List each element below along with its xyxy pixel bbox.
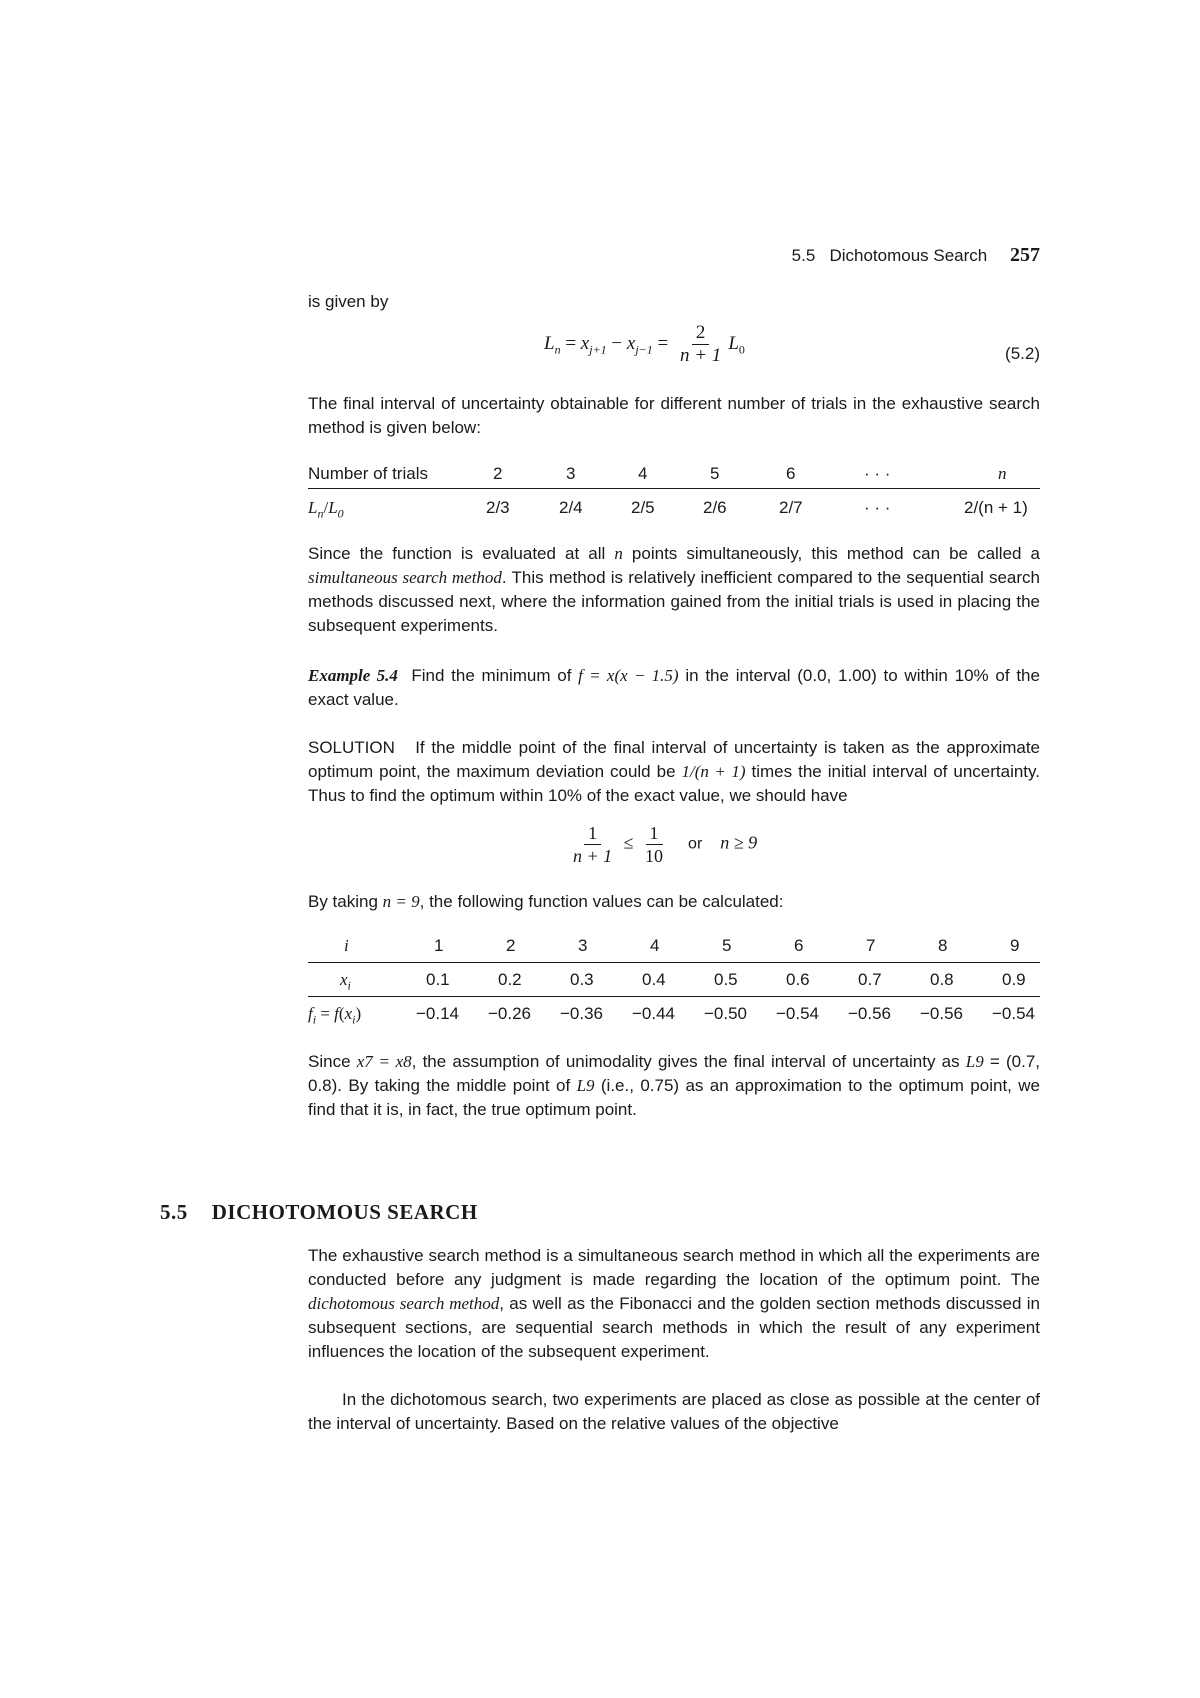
table-trials-header: Number of trials 2 3 4 5 6 · · · n	[308, 464, 1007, 483]
equation-fraction: $\frac{2}{n + 1}$	[679, 322, 722, 366]
section-heading	[160, 1200, 478, 1225]
example-5-4: Example 5.4 Find the minimum of f = x(x − 1.5) in the interval (0.0, 1.00) to within 10% of the exact value.	[308, 666, 1040, 709]
table-values-f-row: $f_i = f(x_i)$ −0.14 −0.26 −0.36 −0.44 −0.50 −0.54 −0.56 −0.56 −0.54	[308, 1004, 1036, 1027]
intro-text: is given by	[308, 292, 389, 311]
equation-number: (5.2)	[1005, 344, 1040, 363]
table-trials-row: $L_n/L_0$ 2/3 2/4 2/5 2/6 2/7 · · · 2/(n + 1)	[308, 498, 1028, 521]
paragraph-dichotomous-intro: The exhaustive search method is a simultaneous search method in which all the experiments are conducted before any judgment is made regarding the location of the optimum point. The dichotomous search method, as well as the Fibonacci and the golden section methods discussed in subsequent sections, are sequential search methods in which the result of any experiment influences the location of the subsequent experiment.	[308, 1246, 1040, 1361]
table-values-i-row: i 1 2 3 4 5 6 7 8 9	[344, 936, 1020, 955]
table-trials-rule	[308, 488, 1040, 489]
equation-5-2: $L_n = x_{j+1} - x_{j-1}$ = $\frac{2}{n + 1}$ $L_0$	[544, 322, 745, 366]
paragraph-unimodality: Since x7 = x8, the assumption of unimodality gives the final interval of uncertainty as L9 = (0.7, 0.8). By taking the middle point of L9 (i.e., 0.75) as an approximation to the optimum point, we find that it is, in fact, the true optimum point.	[308, 1052, 1041, 1119]
table-values-x-row: $x_i$ 0.1 0.2 0.3 0.4 0.5 0.6 0.7 0.8 0.9	[340, 970, 1026, 993]
ratio-label: $L_n/L_0$	[308, 498, 344, 521]
header-section-number: 5.5	[791, 246, 816, 265]
inequality: $\frac{1}{n + 1}$ ≤ $\frac{1}{10}$ or n ≥ 9	[573, 823, 758, 866]
paragraph-final-interval: The final interval of uncertainty obtainable for different number of trials in the exhaustive search method is given below:	[308, 394, 1040, 437]
solution-paragraph: SOLUTION If the middle point of the final interval of uncertainty is taken as the approximate optimum point, the maximum deviation could be 1/(n + 1) times the initial interval of uncertainty. Thus to find the optimum within 10% of the exact value, we should have	[308, 738, 1041, 805]
section-number: 5.5	[160, 1200, 188, 1224]
table-values-rule-2	[308, 996, 1040, 997]
section-title: DICHOTOMOUS SEARCH	[211, 1200, 478, 1224]
page-number: 257	[1010, 244, 1040, 266]
table-values-rule-1	[308, 962, 1040, 963]
paragraph-dichotomous-method: In the dichotomous search, two experiments are placed as close as possible at the center of the interval of uncertainty. Based on the relative values of the objective	[308, 1390, 1040, 1433]
paragraph-taking-n: By taking n = 9, the following function values can be calculated:	[308, 892, 784, 911]
paragraph-simultaneous: Since the function is evaluated at all n points simultaneously, this method can be called a simultaneous search method. This method is relatively inefficient compared to the sequential search methods discussed next, where the information gained from the initial trials is used in placing the subsequent experiments.	[308, 544, 1041, 635]
running-header	[792, 244, 1040, 267]
header-section-title: Dichotomous Search	[829, 246, 988, 265]
